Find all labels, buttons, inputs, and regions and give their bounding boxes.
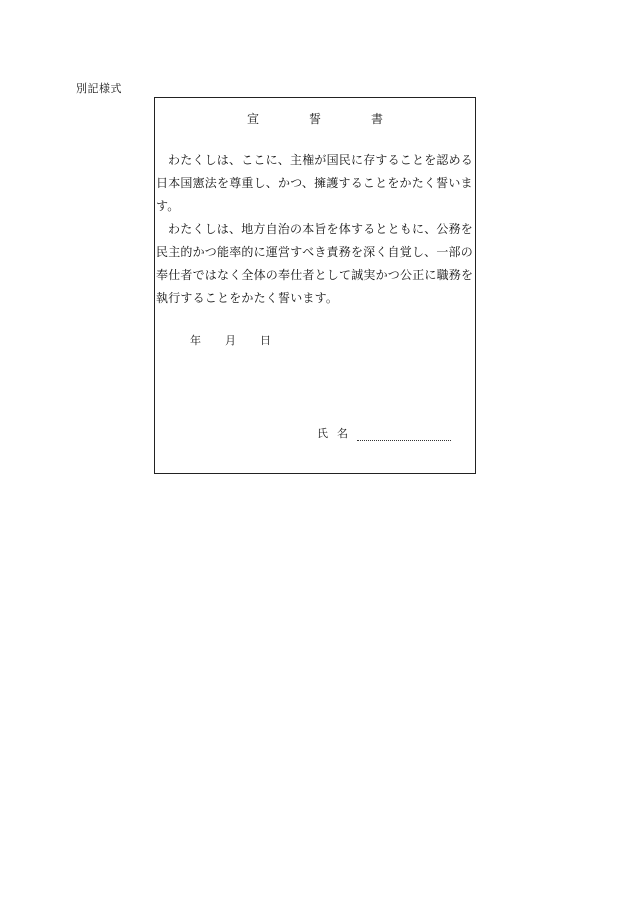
date-year-label: 年	[190, 334, 201, 347]
title-char: 書	[371, 112, 384, 126]
title-char: 誓	[308, 112, 321, 126]
oath-document-box	[154, 97, 476, 474]
name-field[interactable]	[357, 428, 451, 441]
date-month-label: 月	[225, 334, 236, 347]
date-line	[190, 334, 295, 348]
document-title	[155, 111, 475, 127]
title-char: 宣	[246, 112, 259, 126]
date-day-label: 日	[260, 334, 271, 347]
oath-body	[156, 149, 474, 310]
signature-line	[317, 427, 451, 441]
name-label: 氏名	[317, 427, 357, 440]
form-label: 別記様式	[76, 82, 122, 95]
oath-paragraph-constitution: わたくしは、ここに、主権が国民に存することを認める日本国憲法を尊重し、かつ、擁護することをかたく誓います。	[156, 153, 474, 213]
oath-paragraph-duty: わたくしは、地方自治の本旨を体するとともに、公務を民主的かつ能率的に運営すべき責務を深く自覚し、一部の奉仕者ではなく全体の奉仕者として誠実かつ公正に職務を執行することをかたく誓います。	[156, 222, 474, 305]
